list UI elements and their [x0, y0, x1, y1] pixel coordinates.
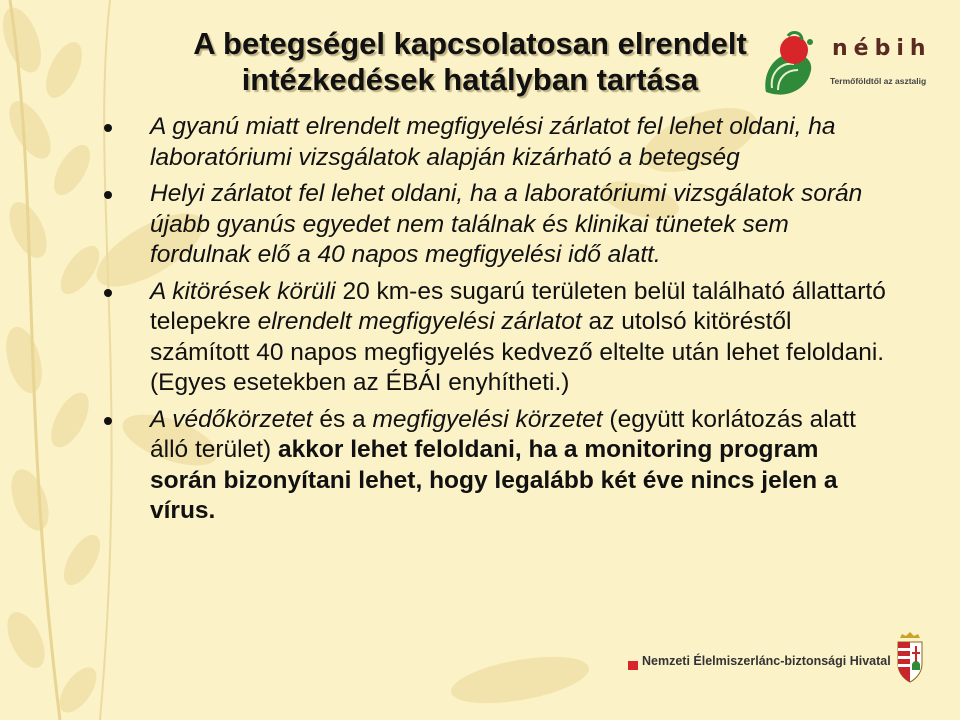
bullet-text-run: A védőkörzetet [150, 405, 313, 433]
bullet-text [150, 405, 886, 527]
title-line-2: intézkedések hatályban tartása [241, 62, 699, 97]
bullet-text [150, 179, 886, 271]
bullet-dot [104, 124, 112, 132]
bullet-text-run: az utolsó kitöréstől számított 40 napos megfigyelés kedvező eltelte után lehet feloldani. (Egyes esetekben az ÉBÁI enyhítheti.) [150, 308, 885, 396]
bullet-dot [104, 417, 112, 425]
bullet-item [96, 179, 886, 271]
bullet-text-run: A kitörések körüli [150, 277, 343, 305]
nebih-logo [768, 30, 948, 116]
bullet-text-run: (együtt korlátozás alatt álló terület) [150, 405, 856, 463]
title-line-1: A betegségel kapcsolatosan elrendelt [193, 26, 747, 61]
nebih-emblem-icon [758, 30, 828, 116]
bullet-item [96, 405, 886, 527]
bullet-text-run: megfigyelési körzetet [372, 405, 603, 433]
bullet-text-run: A gyanú miatt elrendelt megfigyelési zárlatot fel lehet oldani, ha laboratóriumi vizsgálatok alapján kizárható a betegség [150, 113, 836, 171]
footer-accent [628, 661, 638, 670]
bullet-text-run: és a [312, 405, 373, 433]
footer-agency-name: Nemzeti Élelmiszerlánc-biztonsági Hivatal [642, 654, 891, 668]
slide-title [110, 26, 830, 98]
bullet-text-run: Helyi zárlatot fel lehet oldani, ha a laboratóriumi vizsgálatok során újabb gyanús egyedet nem találnak és klinikai tünetek sem fordulnak elő a 40 napos megfigyelési idő alatt. [150, 180, 863, 268]
hungarian-coat-of-arms-icon [894, 630, 926, 688]
bullet-list [96, 112, 886, 533]
bullet-item [96, 112, 886, 173]
bullet-text [150, 112, 886, 173]
bullet-text-run: 20 km-es sugarú területen belül található állattartó telepekre [150, 277, 886, 335]
bullet-text [150, 277, 886, 399]
bullet-item [96, 277, 886, 399]
bullet-text-run: akkor lehet feloldani, ha a monitoring program során bizonyítani lehet, hogy legalább két éve nincs jelen a vírus. [150, 436, 838, 524]
bullet-dot [104, 191, 112, 199]
logo-wordmark: nébih [832, 36, 932, 61]
bullet-dot [104, 289, 112, 297]
logo-tagline: Termőföldtől az asztalig [830, 76, 927, 86]
bullet-text-run: elrendelt megfigyelési zárlatot [257, 308, 582, 335]
